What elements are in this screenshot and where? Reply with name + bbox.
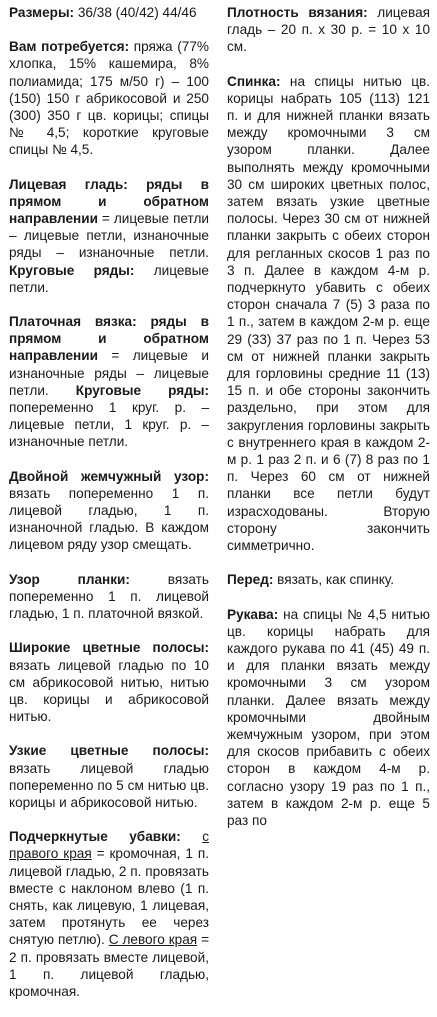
paragraph-wide-stripes: [9, 639, 209, 725]
garter-text-1: = лицевые и изнаночные ряды – лицевые петли.: [9, 348, 209, 398]
narrow-stripes-text-1: вязать лицевой гладью попеременно по 5 см нитью цв. корицы и абрикосовой нитью.: [9, 760, 209, 810]
decreases-text-5: = 2 п. провязать вместе лицевой, 1 п. лицевой гладью, кромочная.: [9, 932, 210, 999]
back-text-1: на спицы нитью цв. корицы набрать 105 (113) 121 п. и для нижней планки вязать между кромочными 3 см узором планки. Далее выполнять между кромочными 30 см широких цветных полос, затем вязать узкие цветные полосы. Через 30 см от нижней планки закрыть с обеих сторон для регланных скосов 1 раз по 3 п. Далее в каждом 4-м р. подчеркнуто убавить с обеих сторон сначала 7 (5) 3 раза по 1 п., затем в каждом 2-м р. еще 29 (33) 37 раз по 1 п. Через 53 см от нижней планки закрыть для горловины средние 11 (13) 15 п. и обе стороны закончить раздельно, при этом для закругления горловины закрыть с внутреннего края в каждом 2-м р. 1 раз 2 п. и 6 (7) 8 раз по 1 п. Через 60 см от нижней планки все петли будут израсходованы. Вторую сторону закончить симметрично.: [227, 73, 430, 554]
paragraph-sleeves: [227, 606, 430, 830]
decreases-text-1: [181, 829, 202, 844]
decreases-text-0: Подчеркнутые убавки:: [9, 829, 181, 845]
paragraph-front: [227, 571, 430, 588]
right-column: [227, 4, 430, 846]
paragraph-gauge: [227, 4, 430, 56]
sizes-text-1: 36/38 (40/42) 44/46: [74, 5, 197, 20]
stockinette-text-0: Лицевая гладь: ряды в прямом и обратном направлении: [9, 176, 209, 227]
sleeves-text-0: Рукава:: [227, 606, 279, 622]
paragraph-back: [227, 73, 430, 555]
back-text-0: Спинка:: [227, 73, 281, 89]
paragraph-garter: [9, 313, 209, 451]
paragraph-border-pattern: [9, 571, 209, 623]
materials-text-0: Вам потребуется:: [9, 39, 130, 55]
wide-stripes-text-0: Широкие цветные полосы:: [9, 640, 209, 656]
paragraph-materials: [9, 38, 209, 158]
paragraph-sizes: [9, 4, 209, 21]
double-moss-text-0: Двойной жемчужный узор:: [9, 468, 209, 484]
double-moss-text-1: вязать попеременно 1 п. лицевой гладью, 1 п. изнаночной гладью. В каждом лицевом ряду узор смещать.: [9, 485, 209, 553]
materials-text-1: пряжа (77% хлопка, 15% кашемира, 8% полиамида; 175 м/50 г) – 100 (150) 150 г абрикосовой и 250 (300) 350 г цв. корицы; спицы № 4,5; короткие круговые спицы № 4,5.: [9, 39, 209, 158]
narrow-stripes-text-0: Узкие цветные полосы:: [9, 743, 209, 759]
stockinette-text-2: Круговые ряды:: [9, 262, 135, 278]
gauge-text-0: Плотность вязания:: [227, 5, 368, 20]
stockinette-text-3: лицевые петли.: [9, 262, 209, 295]
paragraph-double-moss: [9, 468, 209, 554]
border-pattern-text-1: вязать попеременно 1 п. лицевой гладью, 1 п. платочной вязкой.: [9, 571, 209, 622]
garter-text-3: попеременно 1 круг. р. – лицевые петли, 1 круг. р. – изнаночные петли.: [9, 400, 209, 450]
paragraph-decreases: [9, 828, 209, 1000]
decreases-text-4: С левого края: [108, 932, 198, 948]
wide-stripes-text-1: вязать лицевой гладью по 10 см абрикосовой нитью, нитью цв. корицы и абрикосовой нитью.: [9, 657, 209, 725]
sizes-text-0: Размеры:: [9, 5, 75, 20]
garter-text-2: Круговые ряды:: [75, 382, 209, 398]
front-text-0: Перед:: [227, 572, 274, 588]
border-pattern-text-0: Узор планки:: [9, 571, 130, 587]
decreases-text-2: с правого края: [9, 829, 210, 862]
paragraph-stockinette: [9, 176, 209, 296]
sleeves-text-1: на спицы № 4,5 нитью цв. корицы набрать для каждого рукава по 41 (45) 49 п. и для планки вязать между кромочными 3 см узором планки. Далее вязать между кромочными двойным жемчужным узором, при этом для скосов прибавить с обеих сторон в каждом 4-м р. согласно узору 19 раз по 1 п., затем в каждом 2-м р. еще 5 раз по: [227, 606, 430, 828]
gauge-text-1: лицевая гладь – 20 п. х 30 р. = 10 х 10 см.: [227, 5, 430, 55]
left-column: [9, 4, 209, 1017]
front-text-1: вязать, как спинку.: [273, 572, 395, 588]
paragraph-narrow-stripes: [9, 742, 209, 811]
garter-text-0: Платочная вязка: ряды в прямом и обратном направлении: [9, 314, 209, 364]
stockinette-text-1: = лицевые петли – лицевые петли, изнаночные ряды – изнаночные петли.: [9, 211, 209, 261]
decreases-text-3: = кромочная, 1 п. лицевой гладью, 2 п. провязать вместе с наклоном влево (1 п. снять, как лицевую, 1 лицевая, затем протянуть ее через снятую петлю).: [9, 846, 209, 948]
